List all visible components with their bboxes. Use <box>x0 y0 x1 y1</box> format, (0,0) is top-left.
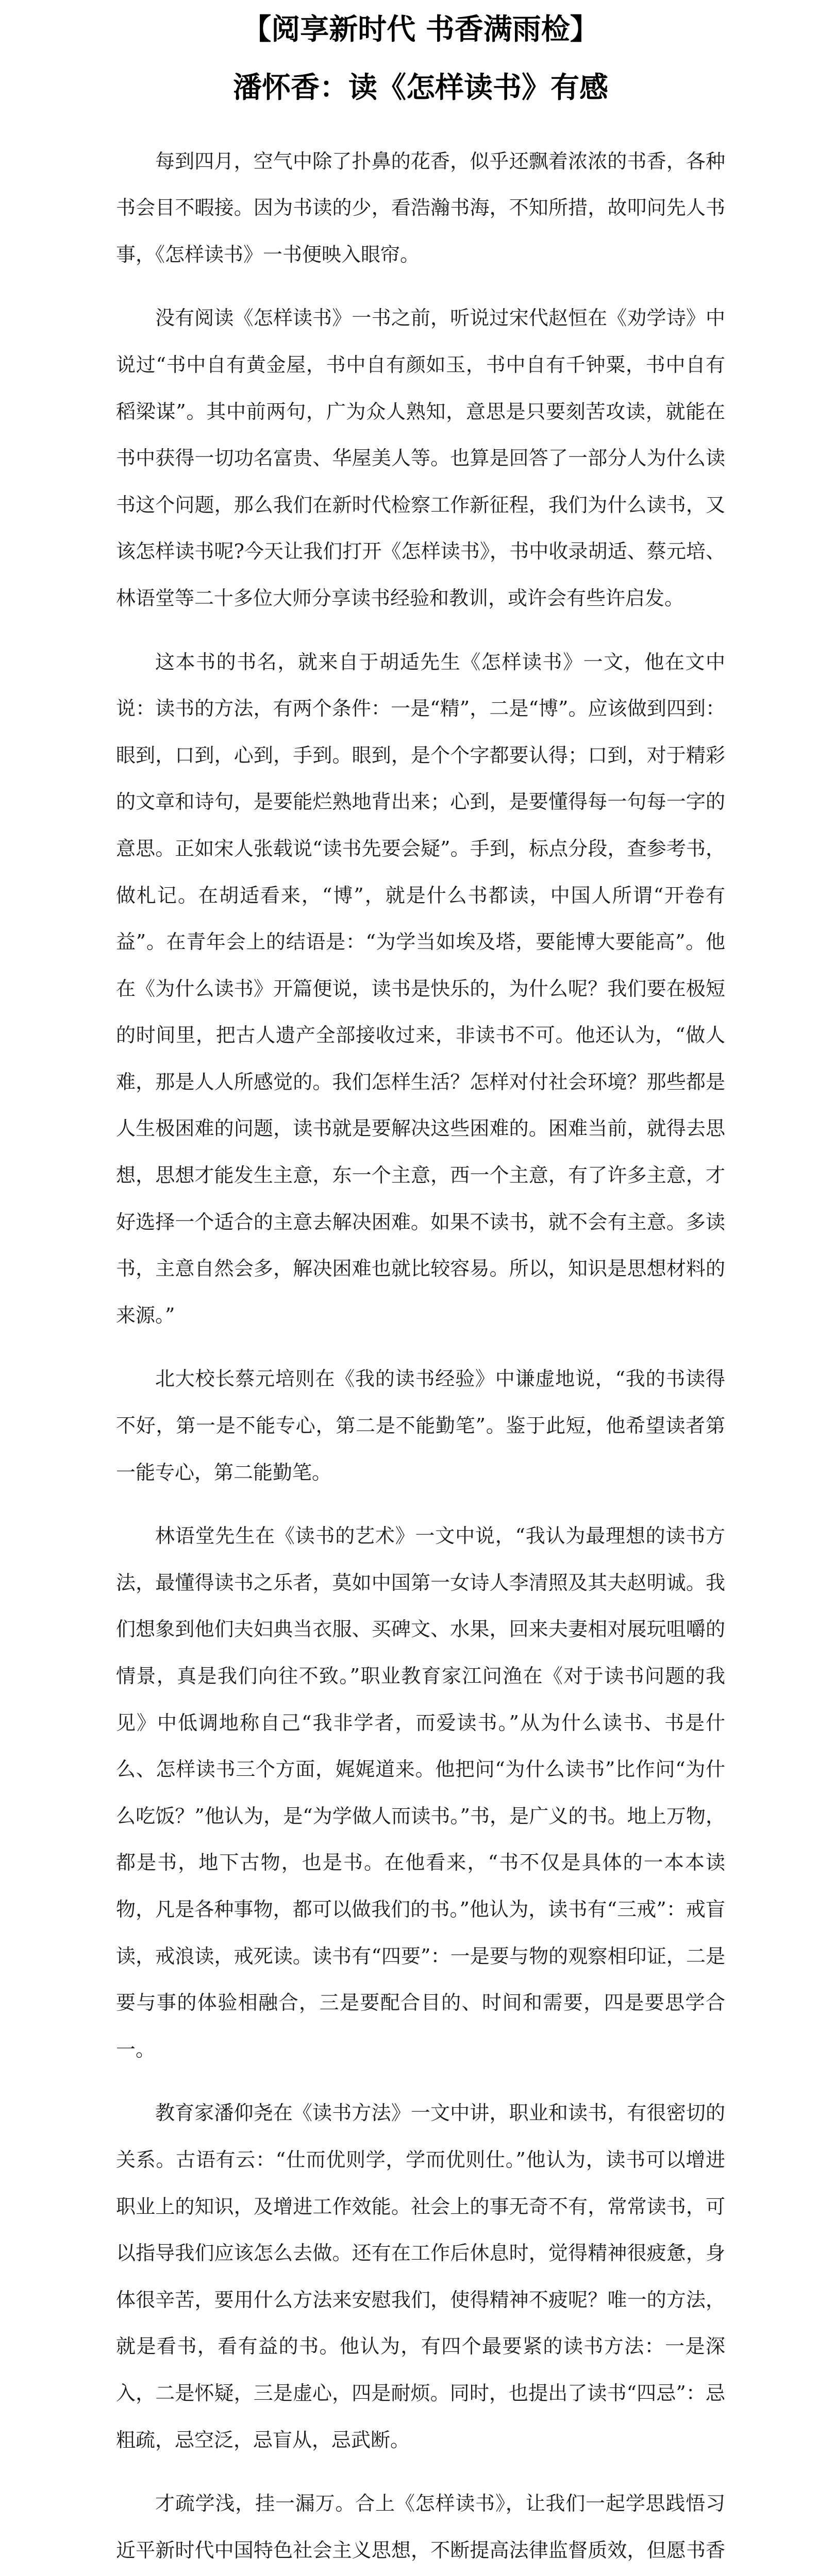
paragraph-5: 林语堂先生在《读书的艺术》一文中说，“我认为最理想的读书方法，最懂得读书之乐者，莫如中国第一女诗人李清照及其夫赵明诚。我们想象到他们夫妇典当衣服、买碑文、水果，回来夫妻相对展玩咀嚼的情景，真是我们向往不致。”职业教育家江问渔在《对于读书问题的我见》中低调地称自己“我非学者，而爱读书。”从为什么读书、书是什么、怎样读书三个方面，娓娓道来。他把问“为什么读书”比作问“为什么吃饭？”他认为，是“为学做人而读书。”书，是广义的书。地上万物，都是书，地下古物，也是书。在他看来，“书不仅是具体的一本本读物，凡是各种事物，都可以做我们的书。”他认为，读书有“三戒”：戒盲读，戒浪读，戒死读。读书有“四要”：一是要与物的观察相印证，二是要与事的体验相融合，三是要配合目的、时间和需要，四是要思学合一。 <box>116 1524 725 2061</box>
paragraph-7: 才疏学浅，挂一漏万。合上《怎样读书》，让我们一起学思践悟习近平新时代中国特色社会主义思想，不断提高法律监督质效，但愿书香 <box>116 2492 725 2562</box>
paragraph-6: 教育家潘仰尧在《读书方法》一文中讲，职业和读书，有很密切的关系。古语有云：“仕而优则学，学而优则仕。”他认为，读书可以增进职业上的知识，及增进工作效能。社会上的事无奇不有，常常读书，可以指导我们应该怎么去做。还有在工作后休息时，觉得精神很疲惫，身体很辛苦，要用什么方法来安慰我们，使得精神不疲呢？唯一的方法，就是看书，看有益的书。他认为，有四个最要紧的读书方法：一是深入，二是怀疑，三是虚心，四是耐烦。同时，也提出了读书“四忌”：忌粗疏，忌空泛，忌盲从，忌武断。 <box>116 2102 725 2451</box>
paragraph-1: 每到四月，空气中除了扑鼻的花香，似乎还飘着浓浓的书香，各种书会目不暇接。因为书读的少，看浩瀚书海，不知所措，故叩问先人书事，《怎样读书》一书便映入眼帘。 <box>116 149 725 266</box>
paragraph-4: 北大校长蔡元培则在《我的读书经验》中谦虚地说，“我的书读得不好，第一是不能专心，第二是不能勤笔”。鉴于此短，他希望读者第一能专心，第二能勤笔。 <box>116 1367 725 1484</box>
paragraph-3: 这本书的书名，就来自于胡适先生《怎样读书》一文，他在文中说：读书的方法，有两个条件：一是“精”，二是“博”。应该做到四到：眼到，口到，心到，手到。眼到，是个个字都要认得；口到，对于精彩的文章和诗句，是要能烂熟地背出来；心到，是要懂得每一句每一字的意思。正如宋人张载说“读书先要会疑”。手到，标点分段，查参考书，做札记。在胡适看来，“博”，就是什么书都读，中国人所谓“开卷有益”。在青年会上的结语是：“为学当如埃及塔，要能博大要能高”。他在《为什么读书》开篇便说，读书是快乐的，为什么呢？我们要在极短的时间里，把古人遗产全部接收过来，非读书不可。他还认为，“做人难，那是人人所感觉的。我们怎样生活？怎样对付社会环境？那些都是人生极困难的问题，读书就是要解决这些困难的。困难当前，就得去思想，思想才能发生主意，东一个主意，西一个主意，有了许多主意，才好选择一个适合的主意去解决困难。如果不读书，就不会有主意。多读书，主意自然会多，解决困难也就比较容易。所以，知识是思想材料的来源。” <box>116 650 725 1327</box>
article-column <box>116 11 725 2576</box>
paragraph-2: 没有阅读《怎样读书》一书之前，听说过宋代赵恒在《劝学诗》中说过“书中自有黄金屋，书中自有颜如玉，书中自有千钟粟，书中自有稻梁谋”。其中前两句，广为众人熟知，意思是只要刻苦攻读，就能在书中获得一切功名富贵、华屋美人等。也算是回答了一部分人为什么读书这个问题，那么我们在新时代检察工作新征程，我们为什么读书，又该怎样读书呢?今天让我们打开《怎样读书》，书中收录胡适、蔡元培、林语堂等二十多位大师分享读书经验和教训，或许会有些许启发。 <box>116 307 725 609</box>
article-title: 潘怀香：读《怎样读书》有感 <box>233 71 608 105</box>
article-body <box>116 138 725 2576</box>
banner-title: 【阅享新时代 书香满雨检】 <box>242 13 599 46</box>
